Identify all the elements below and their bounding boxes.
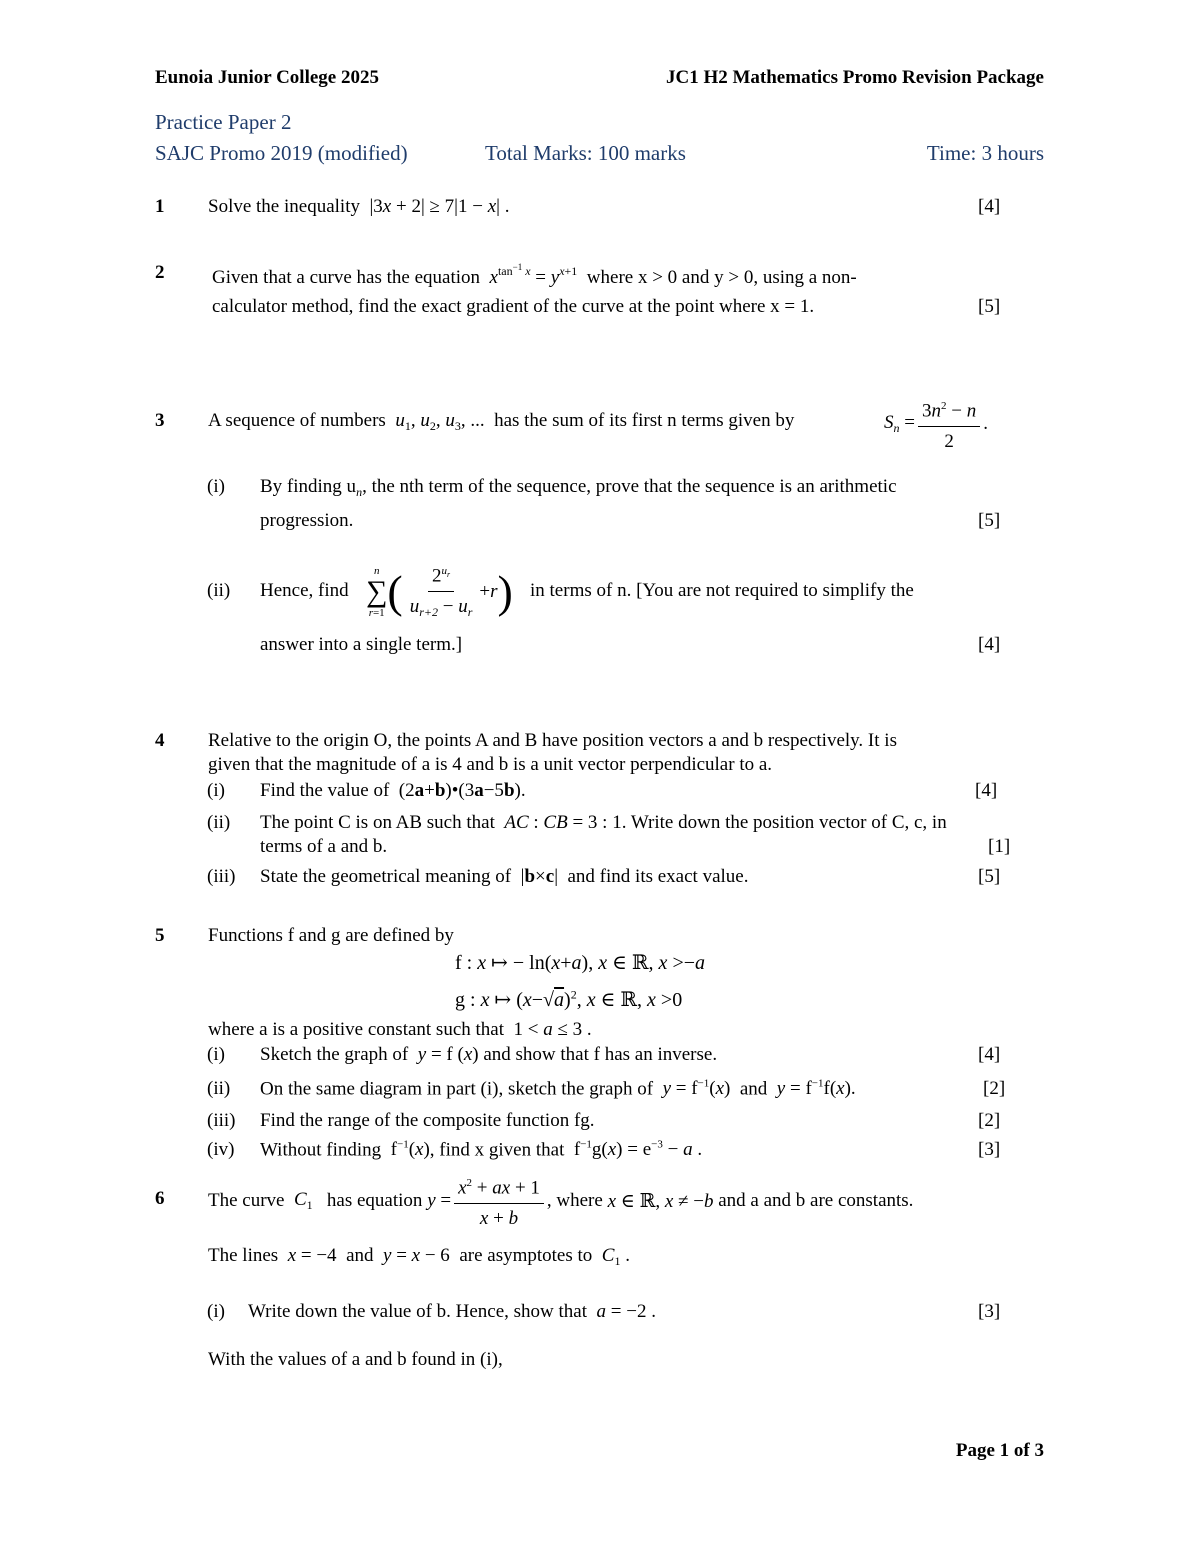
q1-inequality-math: |3x + 2| ≥ 7|1 − x| . [369,196,510,217]
question-mark: [5] [978,296,1001,317]
question-4ii-line2: terms of a and b. [260,836,388,857]
question-6-line2: The lines x = −4 and y = x − 6 are asymptotes to $C_1$ . [208,1245,630,1268]
question-3-text-a: A sequence of numbers $u_1$, $u_2$, $u_3$, ... has the sum of its first n terms given by [208,410,795,433]
subpart-label: (ii) [207,812,231,833]
question-4i-text: Find the value of (2a+b)•(3a−5b). [260,780,526,801]
q3-sequence-math: $u_1$, $u_2$, $u_3$, ... [395,410,485,433]
question-mark: [5] [978,510,1001,531]
question-number: 5 [155,925,165,946]
subpart-label: (i) [207,1301,225,1322]
question-number: 2 [155,262,165,283]
paper-total-marks: Total Marks: 100 marks [485,141,686,165]
q2-equation-math: $x^{tan^{-1} x} = y^{x+1}$ [489,262,578,288]
question-5iii-text: Find the range of the composite function fg. [260,1110,595,1131]
question-number: 3 [155,410,165,431]
question-mark: [4] [975,780,998,801]
paper-time: Time: 3 hours [926,141,1044,165]
q6-rational-function-math: y = $\frac{x^2 + ax + 1}{x + b}$ [427,1170,547,1232]
q5ii-inverse-graph-math: $y = f^{-1}(x)$ [662,1078,731,1100]
subpart-label: (ii) [207,1078,231,1099]
paper-source: SAJC Promo 2019 (modified) [155,141,408,165]
question-6i-text: Write down the value of b. Hence, show that a = −2 . [248,1301,656,1322]
question-2-line2: calculator method, find the exact gradient of the curve at the point where x = 1. [212,296,815,317]
question-3ii-text-a: Hence, find [260,580,349,601]
question-mark: [4] [978,634,1001,655]
question-mark: [5] [978,866,1001,887]
question-number: 4 [155,730,165,751]
question-mark: [4] [978,1044,1001,1065]
q6-domain-math: x ∈ ℝ, x ≠ −b [607,1190,714,1212]
question-mark: [1] [988,836,1011,857]
q3-summation-math: n ∑ r=1 ( $\frac{2^{u_r}}{u_{r+2} - u_r}$ +r ) [366,558,513,625]
question-number: 6 [155,1188,165,1209]
question-mark: [2] [978,1110,1001,1131]
q5iv-inverse-math: $f^{-1}(x)$ [390,1139,430,1161]
q5-function-f-math: f : x ↦ − ln(x+a), x ∈ ℝ, x >−a [455,952,705,974]
page-number: Page 1 of 3 [955,1440,1044,1461]
question-4iii-text: State the geometrical meaning of |b×c| and find its exact value. [260,866,749,887]
q6-curve-ref-math: $C_1$ . [601,1245,630,1268]
q6-asymptote-1-math: x = −4 [287,1245,337,1266]
question-3i-line2: progression. [260,510,354,531]
q6-asymptote-2-math: y = x − 6 [383,1245,450,1266]
question-mark: [4] [978,196,1001,217]
q5i-graph-math: y = f (x) [417,1044,479,1065]
subpart-label: (iii) [207,866,236,887]
question-6-line3: With the values of a and b found in (i), [208,1349,503,1370]
q5-function-g-math: g : x ↦ $(x-√a)^2$, x ∈ ℝ, x >0 [455,987,683,1011]
question-6-line1: The curve $C_1$ has equation y = $\frac{x^2 + ax + 1}{x + b}$ , where x ∈ ℝ, x ≠ −b and a and b are constants. [208,1170,913,1232]
question-4-line2: given that the magnitude of a is 4 and b is a unit vector perpendicular to a. [208,754,773,775]
q6-curve-math: $C_1$ [293,1189,313,1213]
subpart-label: (i) [207,780,225,801]
question-5-line1: Functions f and g are defined by [208,925,454,946]
subpart-label: (i) [207,476,225,497]
question-2-line1: Given that a curve has the equation $x^{tan^{-1} x} = y^{x+1}$ where x > 0 and y > 0, using a non- [212,262,857,288]
question-4-line1: Relative to the origin O, the points A and B have position vectors a and b respectively. It is [208,730,897,751]
subpart-label: (iii) [207,1110,236,1131]
question-mark: [2] [983,1078,1006,1099]
subpart-label: (iv) [207,1139,235,1160]
question-5ii-text: On the same diagram in part (i), sketch the graph of $y = f^{-1}(x)$ and $y = f^{-1}f(x)$. [260,1078,856,1100]
question-mark: [3] [978,1301,1001,1322]
question-number: 1 [155,196,165,217]
q3-sum-formula: $S_n$ = $\frac{3n^2 - n}{2}$ . [884,393,988,455]
paper-title: Practice Paper 2 [155,110,292,134]
q4i-expression-math: (2a+b)•(3a−5b). [398,780,526,801]
header-package: JC1 H2 Mathematics Promo Revision Package [665,67,1044,88]
question-3ii-line2: answer into a single term.] [260,634,463,655]
q5iv-equation-math: $f^{-1}g(x) = e^{-3} - a$ . [573,1139,703,1161]
question-4ii-text: The point C is on AB such that AC : CB = 3 : 1. Write down the position vector of C, c, in [260,812,947,833]
subpart-label: (ii) [207,580,231,601]
question-5iv-text: Without finding $f^{-1}(x)$, find x given that $f^{-1}g(x) = e^{-3} - a$ . [260,1139,703,1161]
q4ii-ratio-math: AC : CB = 3 : 1 [504,812,622,833]
question-3ii-text-b: in terms of n. [You are not required to simplify the [530,580,914,601]
q5-constraint-math: 1 < a ≤ 3 . [513,1019,592,1040]
q5ii-composite-graph-math: $y = f^{-1}f(x)$. [776,1078,856,1100]
question-3i-line1: By finding $u_n$, the nth term of the sequence, prove that the sequence is an arithmetic [260,476,897,499]
subpart-label: (i) [207,1044,225,1065]
q4iii-cross-product-math: |b×c| [520,866,558,887]
question-mark: [3] [978,1139,1001,1160]
q6i-value-math: a = −2 . [596,1301,656,1322]
header-college: Eunoia Junior College 2025 [155,67,379,88]
question-5i-text: Sketch the graph of y = f (x) and show that f has an inverse. [260,1044,718,1065]
question-5-where: where a is a positive constant such that 1 < a ≤ 3 . [208,1019,592,1040]
question-1-text: Solve the inequality |3x + 2| ≥ 7|1 − x| . [208,196,510,217]
